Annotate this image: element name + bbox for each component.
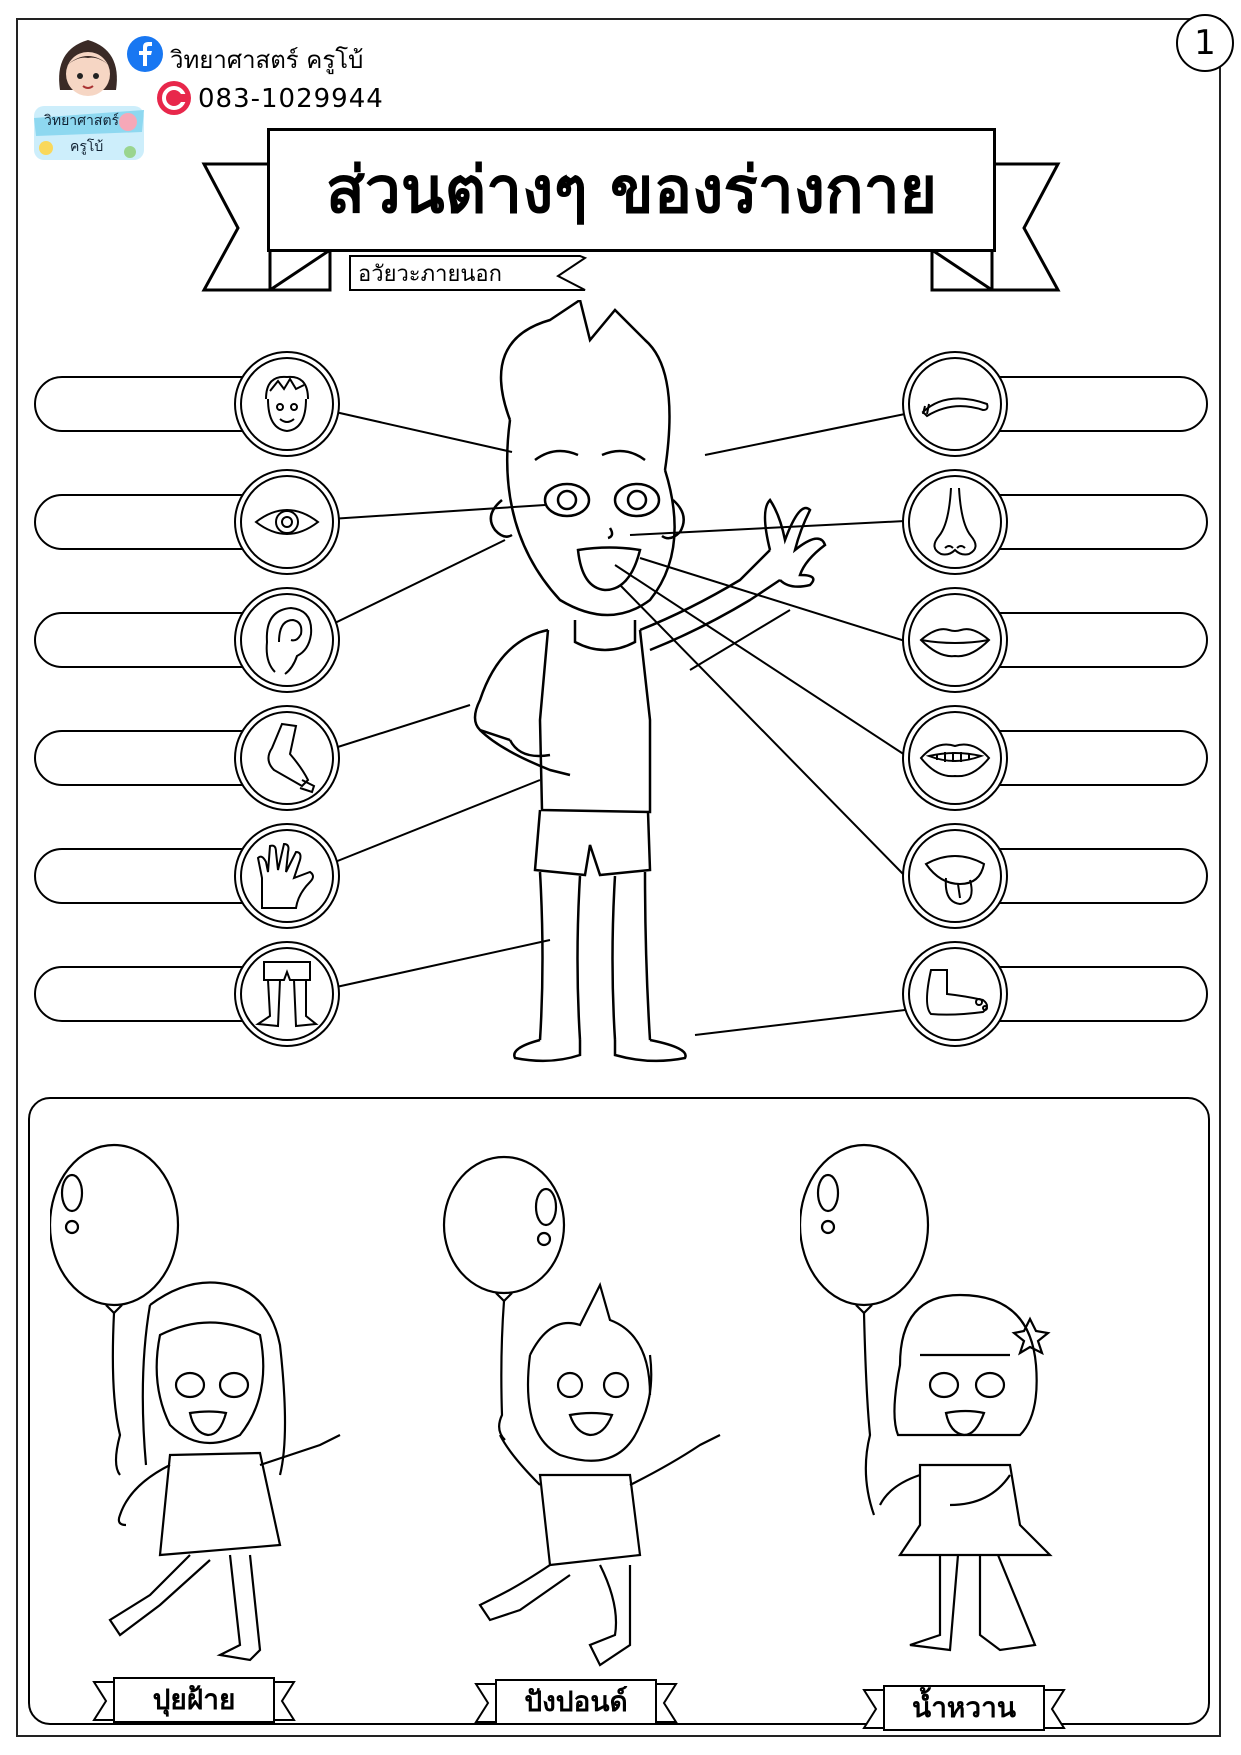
logo-text-line1: วิทยาศาสตร์	[44, 113, 120, 129]
ear-icon	[234, 587, 340, 693]
leg-icon	[234, 941, 340, 1047]
character-name-2: ปังปอนด์	[524, 1685, 628, 1718]
character-boy	[440, 1155, 740, 1675]
foot-icon	[902, 941, 1008, 1047]
page-title: ส่วนต่างๆ ของร่างกาย	[267, 128, 996, 252]
nose-icon	[902, 469, 1008, 575]
hair-icon	[234, 351, 340, 457]
character-name-3: น้ำหวาน	[912, 1691, 1016, 1724]
character-girl-1	[50, 1135, 370, 1675]
page-number: 1	[1176, 14, 1234, 72]
teeth-icon	[902, 705, 1008, 811]
eye-icon	[234, 469, 340, 575]
tongue-icon	[902, 823, 1008, 929]
logo-text-line2: ครูโบ้	[70, 139, 104, 155]
character-name-1: ปุยฝ้าย	[152, 1683, 236, 1716]
hand-icon	[234, 823, 340, 929]
arm-icon	[234, 705, 340, 811]
character-girl-2	[800, 1135, 1100, 1675]
page-subtitle: อวัยวะภายนอก	[358, 261, 502, 287]
phone-number: 083-1029944	[198, 84, 384, 114]
lips-icon	[902, 587, 1008, 693]
facebook-name: วิทยาศาสตร์ ครูโบ้	[170, 46, 364, 74]
eyebrow-icon	[902, 351, 1008, 457]
